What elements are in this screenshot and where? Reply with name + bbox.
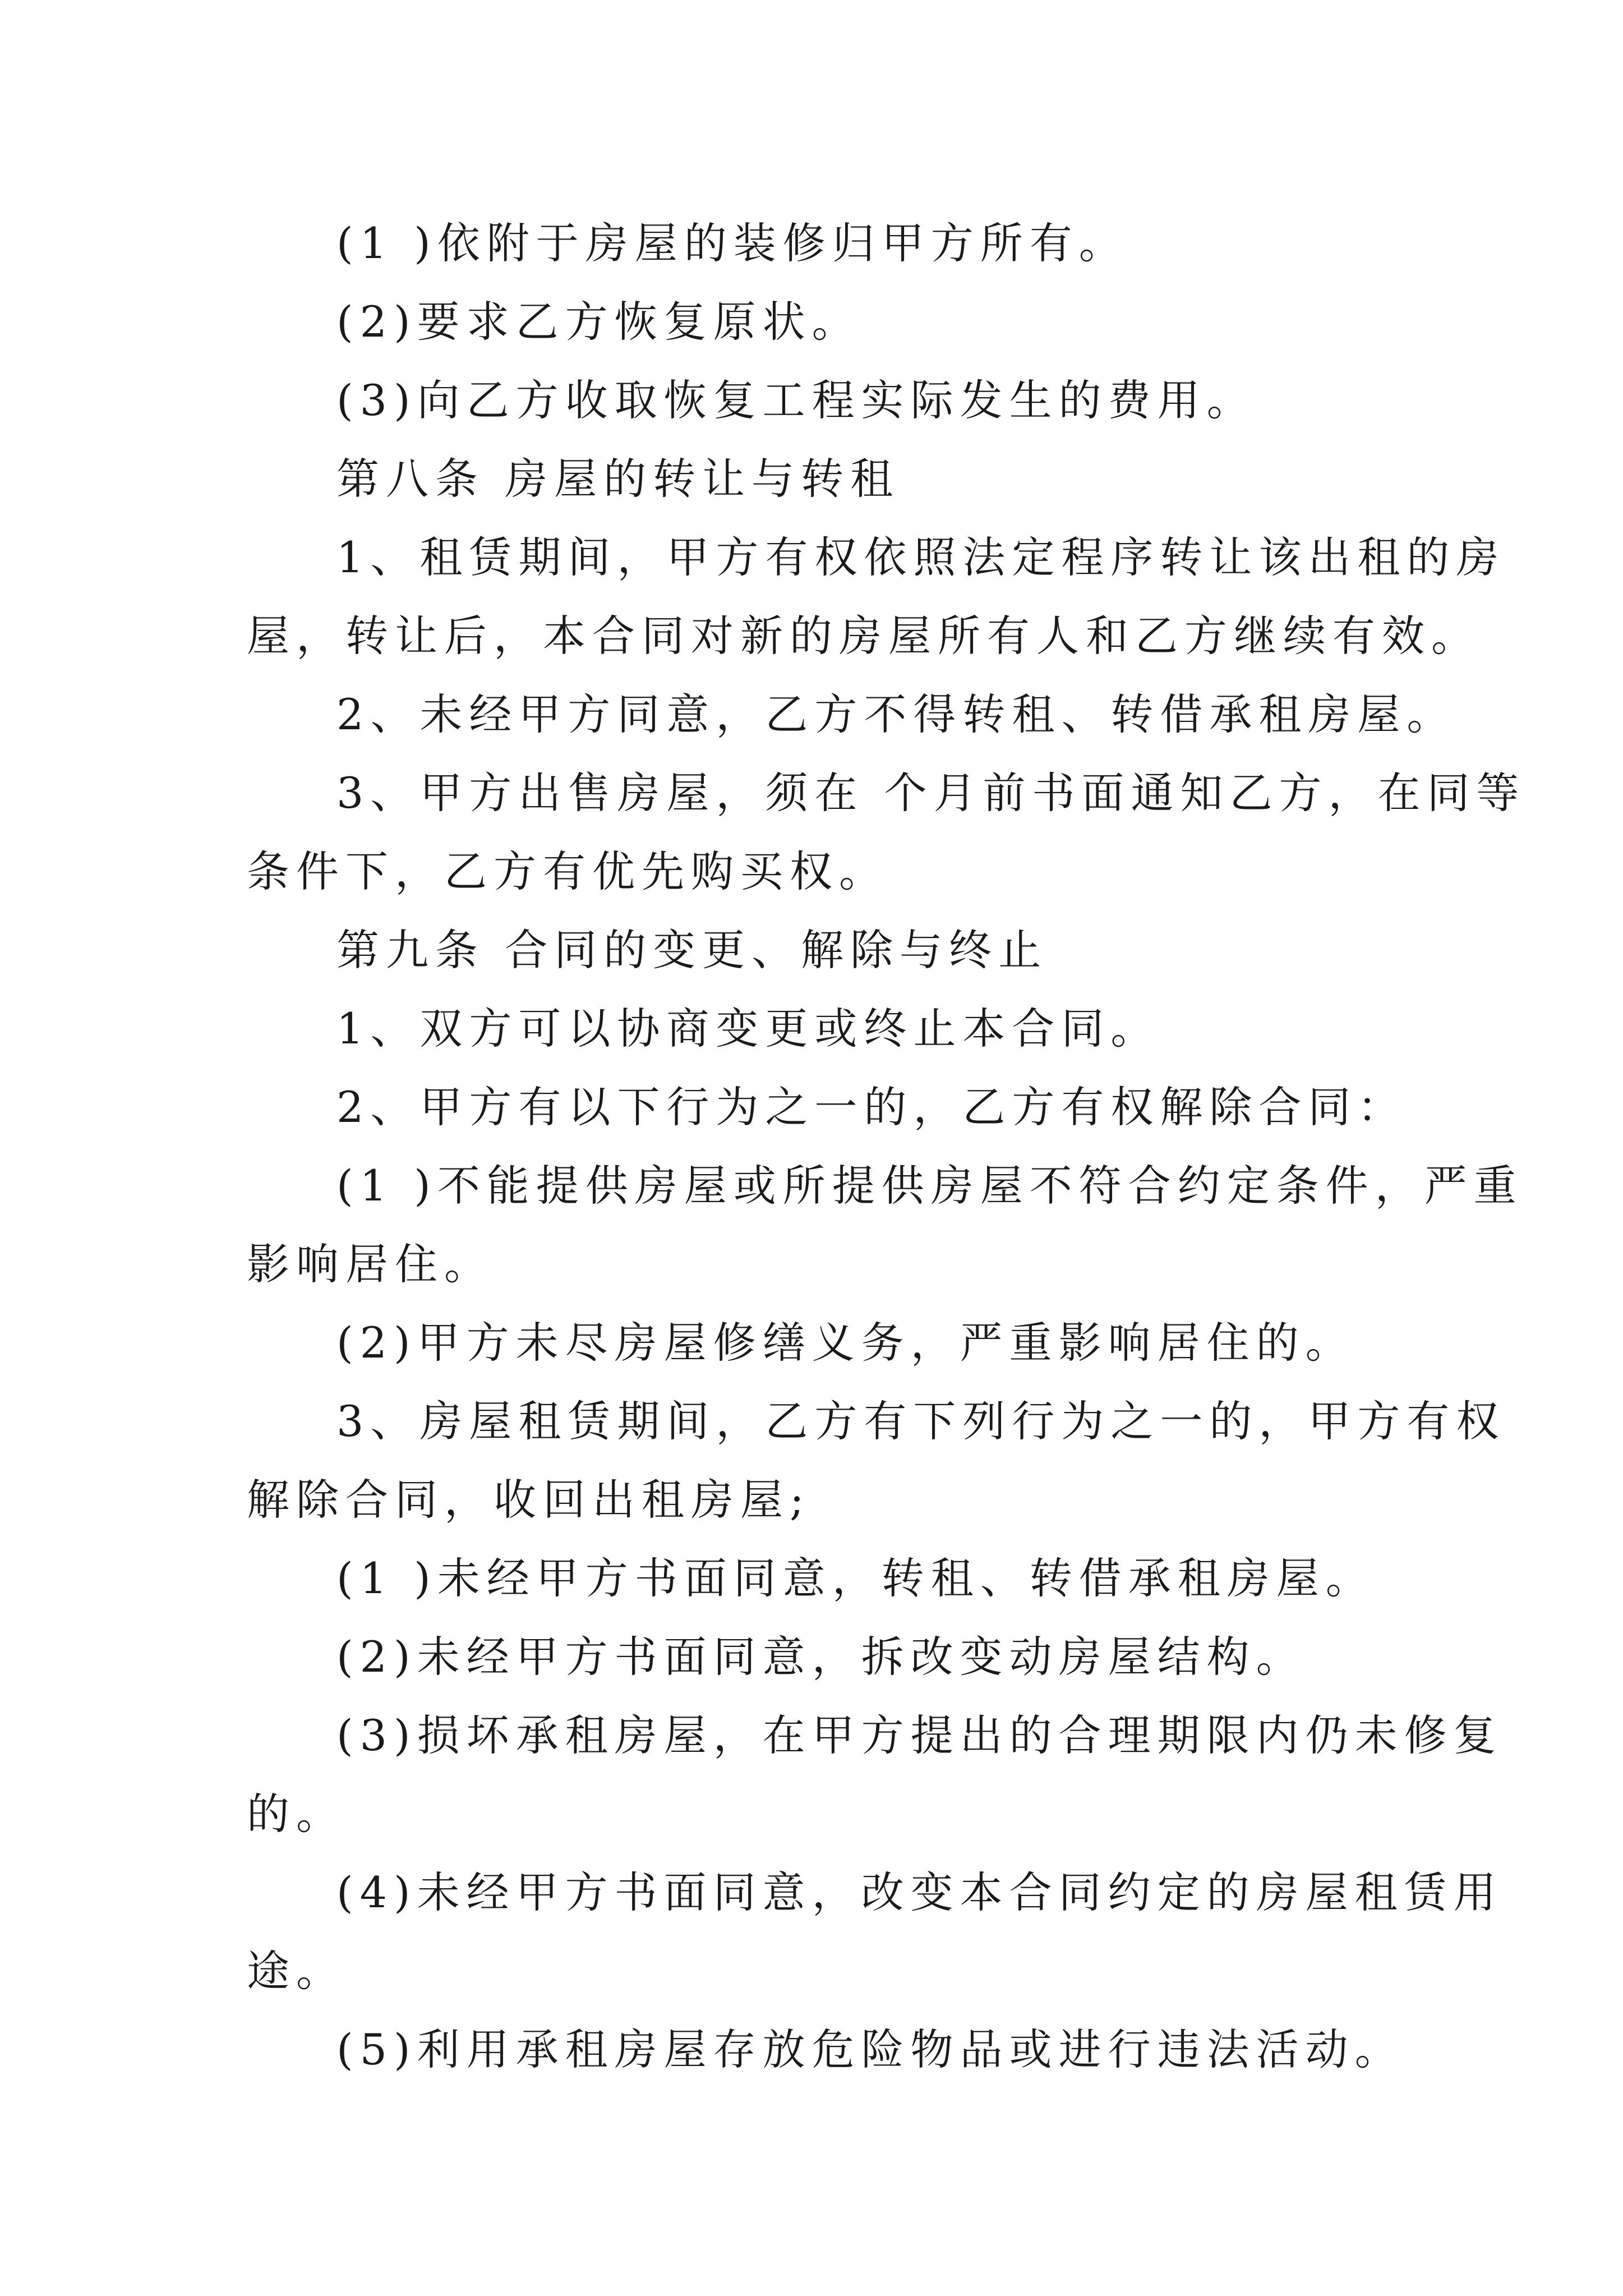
text-line: (4)未经甲方书面同意，改变本合同约定的房屋租赁用 (336, 1867, 1503, 1917)
text-line: 途。 (247, 1946, 345, 1996)
text-line: (1 )不能提供房屋或所提供房屋不符合约定条件，严重 (336, 1161, 1523, 1211)
text-line: 2、甲方有以下行为之一的，乙方有权解除合同： (336, 1082, 1407, 1132)
text-line: 3、甲方出售房屋，须在 个月前书面通知乙方，在同等 (336, 768, 1526, 818)
section-heading: 第九条 合同的变更、解除与终止 (336, 925, 1048, 975)
text-line: 条件下，乙方有优先购买权。 (247, 846, 888, 896)
text-line: 的。 (247, 1789, 345, 1839)
text-line: 3、房屋租赁期间，乙方有下列行为之一的，甲方有权 (336, 1396, 1506, 1446)
text-line: (1 )未经甲方书面同意，转租、转借承租房屋。 (336, 1553, 1375, 1603)
text-line: 1、双方可以协商变更或终止本合同。 (336, 1004, 1160, 1053)
text-line: (2)甲方未尽房屋修缮义务，严重影响居住的。 (336, 1318, 1355, 1368)
text-line: 2、未经甲方同意，乙方不得转租、转借承租房屋。 (336, 689, 1456, 739)
section-heading: 第八条 房屋的转让与转租 (336, 454, 900, 504)
text-line: (3)向乙方收取恢复工程实际发生的费用。 (336, 375, 1256, 425)
text-line: (3)损坏承租房屋，在甲方提出的合理期限内仍未修复 (336, 1710, 1503, 1760)
text-line: (1 )依附于房屋的装修归甲方所有。 (336, 218, 1128, 268)
text-line: (2)要求乙方恢复原状。 (336, 297, 861, 347)
text-line: (5)利用承租房屋存放危险物品或进行违法活动。 (336, 2024, 1404, 2074)
text-line: 解除合同，收回出租房屋; (247, 1475, 811, 1525)
text-line: 1、租赁期间，甲方有权依照法定程序转让该出租的房 (336, 532, 1506, 582)
text-line: 屋，转让后，本合同对新的房屋所有人和乙方继续有效。 (247, 611, 1481, 661)
text-line: 影响居住。 (247, 1239, 494, 1289)
text-line: (2)未经甲方书面同意，拆改变动房屋结构。 (336, 1632, 1306, 1682)
